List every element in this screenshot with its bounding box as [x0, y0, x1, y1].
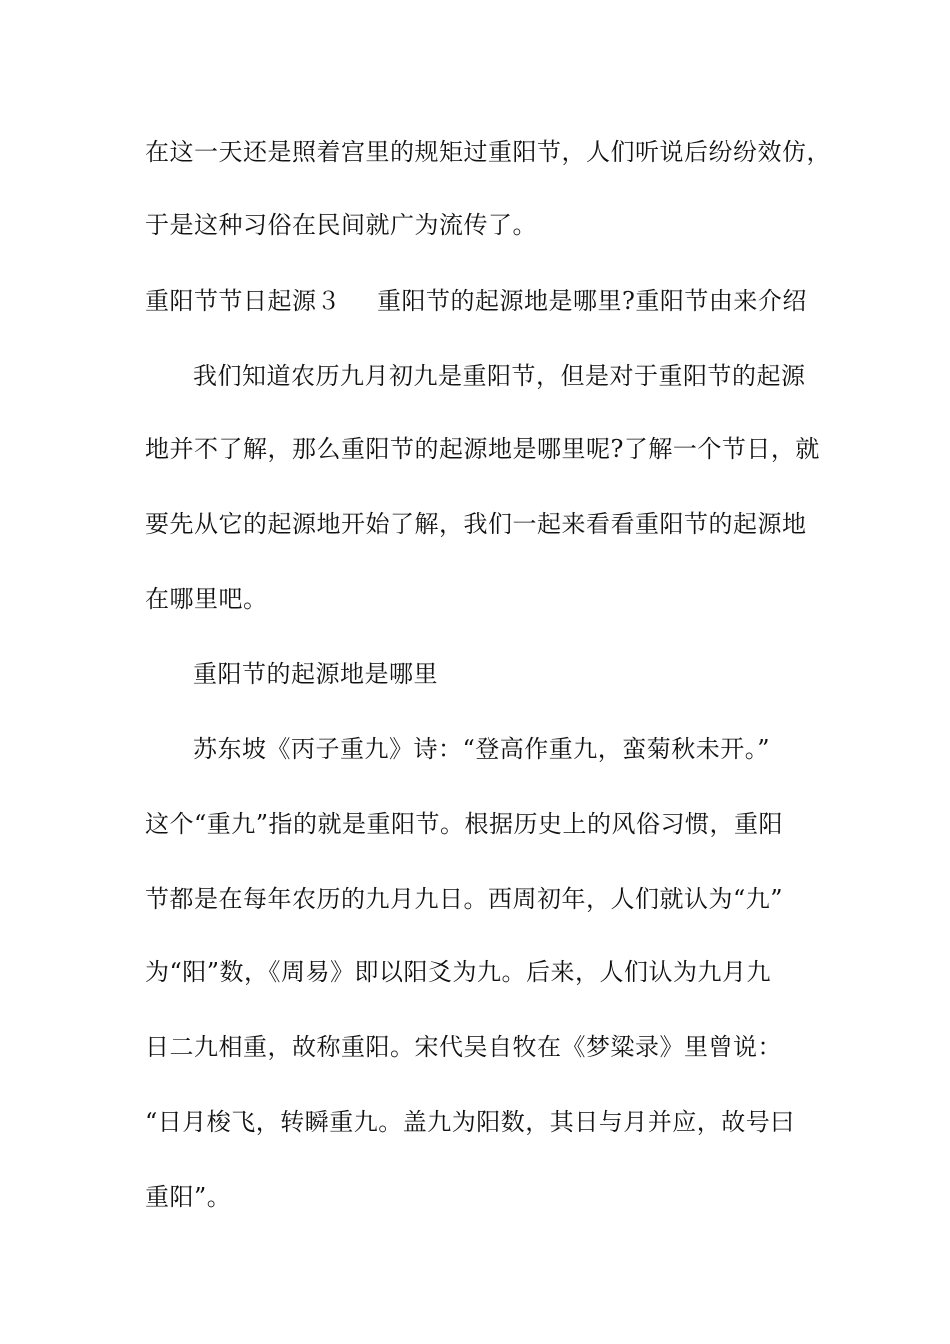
- text-line: “日月梭飞，转瞬重九。盖九为阳数，其日与月并应，故号曰: [145, 1108, 795, 1136]
- text-line: 日二九相重，故称重阳。宋代吴自牧在《梦粱录》里曾说：: [145, 1033, 782, 1061]
- text-line: 在这一天还是照着宫里的规矩过重阳节，人们听说后纷纷效仿，: [145, 138, 831, 166]
- text-line: 我们知道农历九月初九是重阳节，但是对于重阳节的起源: [193, 362, 806, 390]
- section-label: 重阳节节日起源３: [145, 287, 341, 315]
- text-line: 节都是在每年农历的九月九日。西周初年，人们就认为“九”: [145, 885, 784, 913]
- text-line: 地并不了解，那么重阳节的起源地是哪里呢?了解一个节日，就: [145, 435, 820, 463]
- subheading: 重阳节的起源地是哪里: [193, 660, 438, 688]
- text-line: 在哪里吧。: [145, 585, 268, 613]
- section-title: 重阳节的起源地是哪里?重阳节由来介绍: [377, 287, 807, 315]
- text-line: 为“阳”数，《周易》即以阳爻为九。后来，人们认为九月九: [145, 958, 772, 986]
- text-line: 重阳”。: [145, 1183, 232, 1211]
- text-line: 苏东坡《丙子重九》诗：“登高作重九，蛮菊秋未开。”: [193, 735, 771, 763]
- text-line: 这个“重九”指的就是重阳节。根据历史上的风俗习惯，重阳: [145, 810, 784, 838]
- text-line: 于是这种习俗在民间就广为流传了。: [145, 211, 537, 239]
- text-line: 要先从它的起源地开始了解，我们一起来看看重阳节的起源地: [145, 510, 807, 538]
